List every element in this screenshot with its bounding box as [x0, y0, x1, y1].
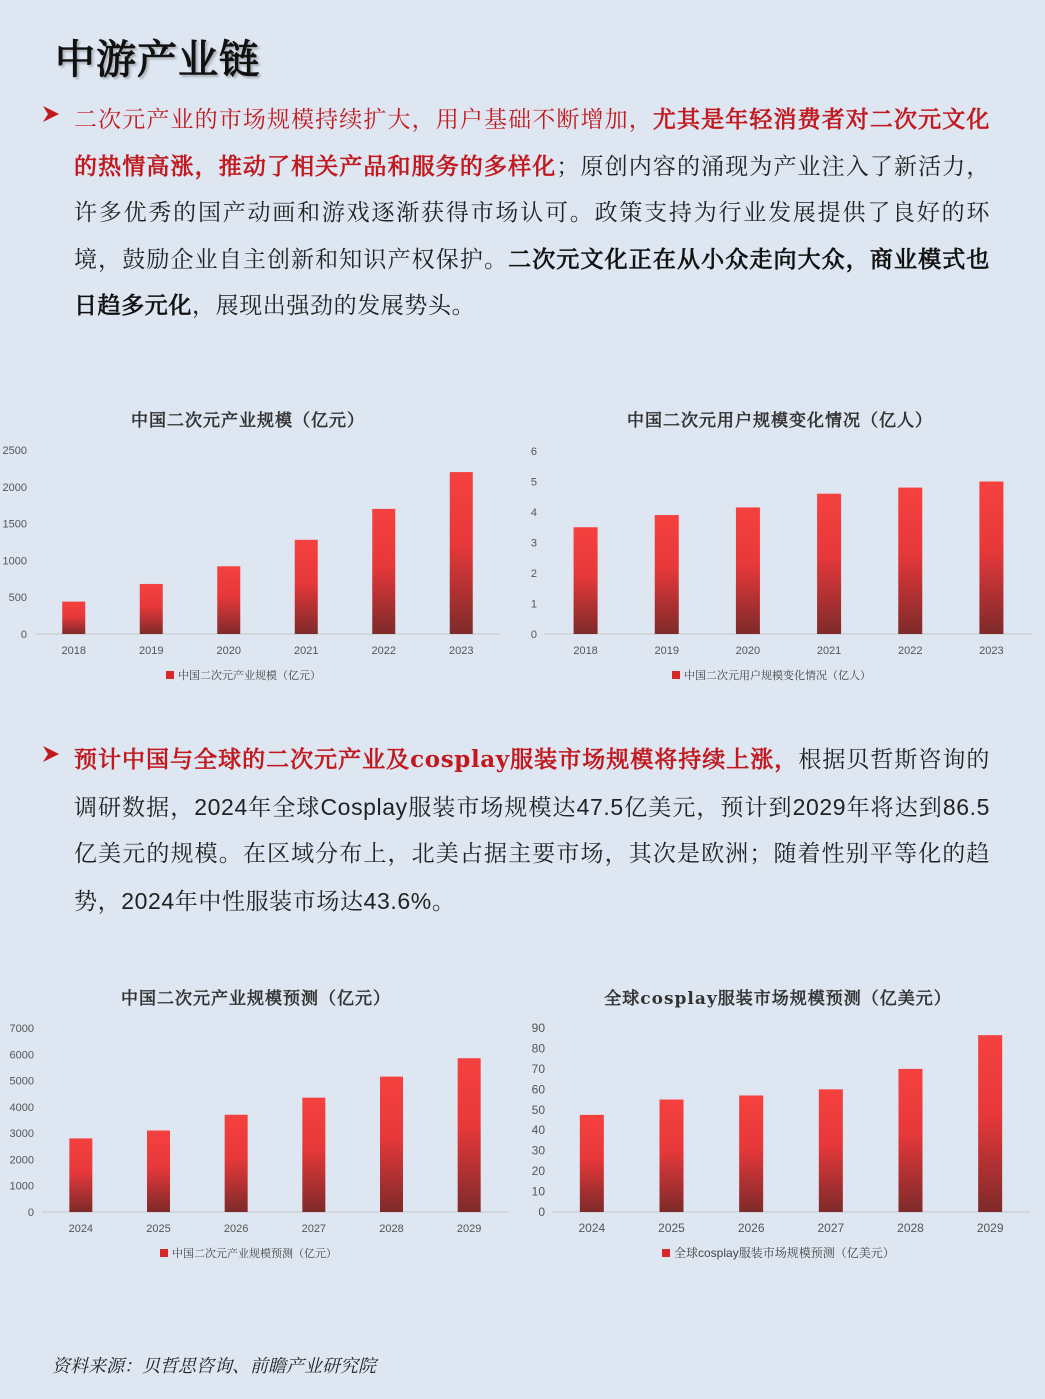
bullet-1-seg1: 二次元产业的市场规模持续扩大，用户基础不断增加， — [74, 107, 653, 133]
x-tick-label: 2019 — [654, 645, 679, 657]
x-tick-label: 2018 — [61, 645, 86, 657]
bar — [458, 1058, 481, 1212]
legend-label: 全球cosplay服装市场规模预测（亿美元） — [674, 1246, 895, 1260]
y-tick-label: 1000 — [2, 555, 27, 568]
bullet-2-seg2h: 。 — [431, 888, 456, 915]
y-tick-label: 0 — [27, 1207, 34, 1219]
chart-user-scale-svg — [520, 398, 1040, 698]
bar — [380, 1077, 403, 1212]
bar — [69, 1138, 92, 1212]
legend-swatch — [166, 671, 174, 679]
y-tick-label: 7000 — [9, 1023, 34, 1035]
y-tick-label: 60 — [531, 1082, 545, 1097]
x-tick-label: 2026 — [223, 1223, 249, 1235]
x-tick-label: 2028 — [379, 1223, 404, 1235]
y-tick-label: 0 — [530, 629, 537, 641]
y-tick-label: 0 — [538, 1205, 545, 1219]
x-tick-label: 2027 — [817, 1221, 845, 1235]
chart-industry-forecast — [0, 976, 515, 1276]
bullet-2-seg2b: 年全球 — [247, 794, 321, 821]
bar — [147, 1131, 170, 1212]
y-tick-label: 2000 — [9, 1154, 34, 1167]
bullet-2-n4: 2029 — [792, 793, 847, 820]
y-tick-label: 90 — [531, 1021, 545, 1035]
bullet-2-seg1: 预计中国与全球的二次元产业及cosplay服装市场规模将持续上涨， — [74, 746, 799, 773]
y-tick-label: 40 — [531, 1123, 545, 1138]
chart-cosplay-forecast — [520, 976, 1040, 1276]
x-tick-label: 2028 — [897, 1221, 924, 1235]
arrow-bullet-icon — [40, 743, 62, 765]
y-tick-label: 10 — [531, 1184, 545, 1199]
y-tick-label: 2 — [530, 568, 537, 580]
y-tick-label: 2500 — [2, 445, 27, 457]
x-tick-label: 2020 — [735, 645, 761, 657]
x-tick-label: 2027 — [301, 1223, 327, 1235]
bar — [978, 1035, 1002, 1212]
y-tick-label: 500 — [8, 592, 27, 605]
chart-industry-forecast-svg — [0, 976, 515, 1276]
bar — [450, 472, 473, 634]
chart-title: 中国二次元产业规模预测（亿元） — [121, 989, 391, 1009]
bar — [372, 509, 395, 634]
chart-title: 中国二次元用户规模变化情况（亿人） — [627, 411, 933, 431]
legend-label: 中国二次元产业规模（亿元） — [178, 669, 321, 682]
source-note: 资料来源：贝哲思咨询、前瞻产业研究院 — [52, 1356, 376, 1377]
page-title: 中游产业链 — [55, 37, 260, 83]
x-tick-label: 2020 — [216, 645, 241, 657]
bullet-2-n2: Cosplay — [320, 793, 408, 820]
bar — [140, 584, 163, 634]
bullet-2-seg2f: 亿美元的规模。在区域分布上，北美占据主要市场，其次是欧洲；随着性别平等化的趋势， — [74, 841, 990, 915]
x-tick-label: 2018 — [573, 645, 598, 657]
bar — [217, 566, 240, 634]
y-tick-label: 1000 — [9, 1180, 34, 1193]
bullet-paragraph-1 — [40, 97, 990, 330]
bar — [302, 1098, 325, 1212]
y-tick-label: 4000 — [9, 1101, 34, 1114]
bullet-2-n5: 86.5 — [942, 793, 991, 820]
arrow-bullet-icon — [40, 103, 62, 125]
bar — [225, 1115, 248, 1212]
bar — [295, 540, 318, 634]
x-tick-label: 2021 — [816, 645, 842, 657]
x-tick-label: 2029 — [456, 1223, 482, 1235]
x-tick-label: 2024 — [578, 1221, 606, 1235]
bullet-2-n3: 47.5 — [576, 793, 624, 820]
x-tick-label: 2025 — [146, 1223, 171, 1235]
chart-industry-scale-svg — [0, 398, 515, 698]
legend-swatch — [672, 671, 680, 679]
y-tick-label: 80 — [531, 1041, 545, 1056]
bullet-2-seg2a: 根据贝哲斯咨询的调研数据， — [74, 747, 990, 821]
y-tick-label: 20 — [531, 1164, 545, 1179]
y-tick-label: 1500 — [2, 518, 27, 531]
y-tick-label: 3000 — [9, 1128, 34, 1141]
bar — [979, 482, 1003, 635]
chart-user-scale — [520, 398, 1040, 698]
legend-swatch — [662, 1249, 670, 1257]
chart-cosplay-forecast-svg — [520, 976, 1040, 1276]
bullet-2-n6: 2024 — [121, 887, 175, 914]
bar — [655, 515, 679, 634]
x-tick-label: 2023 — [449, 645, 474, 657]
legend-label: 中国二次元用户规模变化情况（亿人） — [684, 669, 871, 682]
bullet-paragraph-2 — [40, 737, 990, 925]
bullet-2-seg2e: 年将达到 — [846, 794, 943, 821]
y-tick-label: 0 — [20, 629, 27, 641]
x-tick-label: 2029 — [976, 1221, 1004, 1235]
bullet-2-seg2d: 亿美元，预计到 — [623, 794, 793, 821]
y-tick-label: 1 — [530, 598, 537, 611]
x-tick-label: 2026 — [737, 1221, 765, 1235]
bullet-2-n1: 2024 — [194, 793, 248, 820]
bar — [580, 1115, 604, 1212]
bullet-1-seg5: ，展现出强劲的发展势头。 — [192, 293, 476, 319]
bar — [819, 1089, 843, 1212]
y-tick-label: 2000 — [2, 481, 27, 494]
chart-title: 全球cosplay服装市场规模预测（亿美元） — [604, 989, 952, 1009]
bullet-2-seg2g: 年中性服装市场达 — [174, 888, 364, 915]
x-tick-label: 2025 — [658, 1221, 685, 1235]
x-tick-label: 2021 — [294, 645, 319, 657]
bar — [898, 488, 922, 634]
bar — [899, 1069, 923, 1212]
bullet-1-seg2: 尤其是年轻消费者对二次元文化的热情高涨，推动了相关产品和服务的多样化 — [74, 106, 991, 180]
y-tick-label: 30 — [531, 1143, 545, 1158]
bar — [574, 527, 598, 634]
bar — [736, 507, 760, 634]
chart-title: 中国二次元产业规模（亿元） — [131, 411, 365, 431]
chart-industry-scale — [0, 398, 515, 698]
bullet-1-text — [74, 97, 990, 330]
y-tick-label: 6 — [530, 446, 537, 458]
y-tick-label: 3 — [530, 537, 537, 550]
x-tick-label: 2022 — [898, 645, 923, 657]
y-tick-label: 5 — [530, 476, 537, 489]
y-tick-label: 50 — [531, 1102, 545, 1117]
y-tick-label: 4 — [530, 507, 537, 519]
bullet-2-n7: 43.6% — [363, 887, 432, 914]
bar — [660, 1100, 684, 1212]
x-tick-label: 2023 — [979, 645, 1004, 657]
legend-label: 中国二次元产业规模预测（亿元） — [172, 1247, 337, 1260]
x-tick-label: 2022 — [371, 645, 396, 657]
bar — [62, 602, 85, 634]
bullet-2-seg2c: 服装市场规模达 — [407, 794, 577, 821]
y-tick-label: 5000 — [9, 1075, 34, 1088]
y-tick-label: 6000 — [9, 1049, 34, 1062]
bullet-2-text — [74, 737, 990, 925]
x-tick-label: 2019 — [139, 645, 164, 657]
y-tick-label: 70 — [531, 1061, 545, 1076]
x-tick-label: 2024 — [68, 1223, 94, 1235]
legend-swatch — [160, 1249, 168, 1257]
bullet-1-seg4: 二次元文化正在从小众走向大众，商业模式也日趋多元化 — [74, 245, 990, 319]
bar — [739, 1095, 763, 1212]
bullet-1-seg3: ；原创内容的涌现为产业注入了新活力，许多优秀的国产动画和游戏逐渐获得市场认可。政策支持为行业发展提供了良好的环境，鼓励企业自主创新和知识产权保护。 — [74, 153, 990, 273]
bar — [817, 494, 841, 634]
